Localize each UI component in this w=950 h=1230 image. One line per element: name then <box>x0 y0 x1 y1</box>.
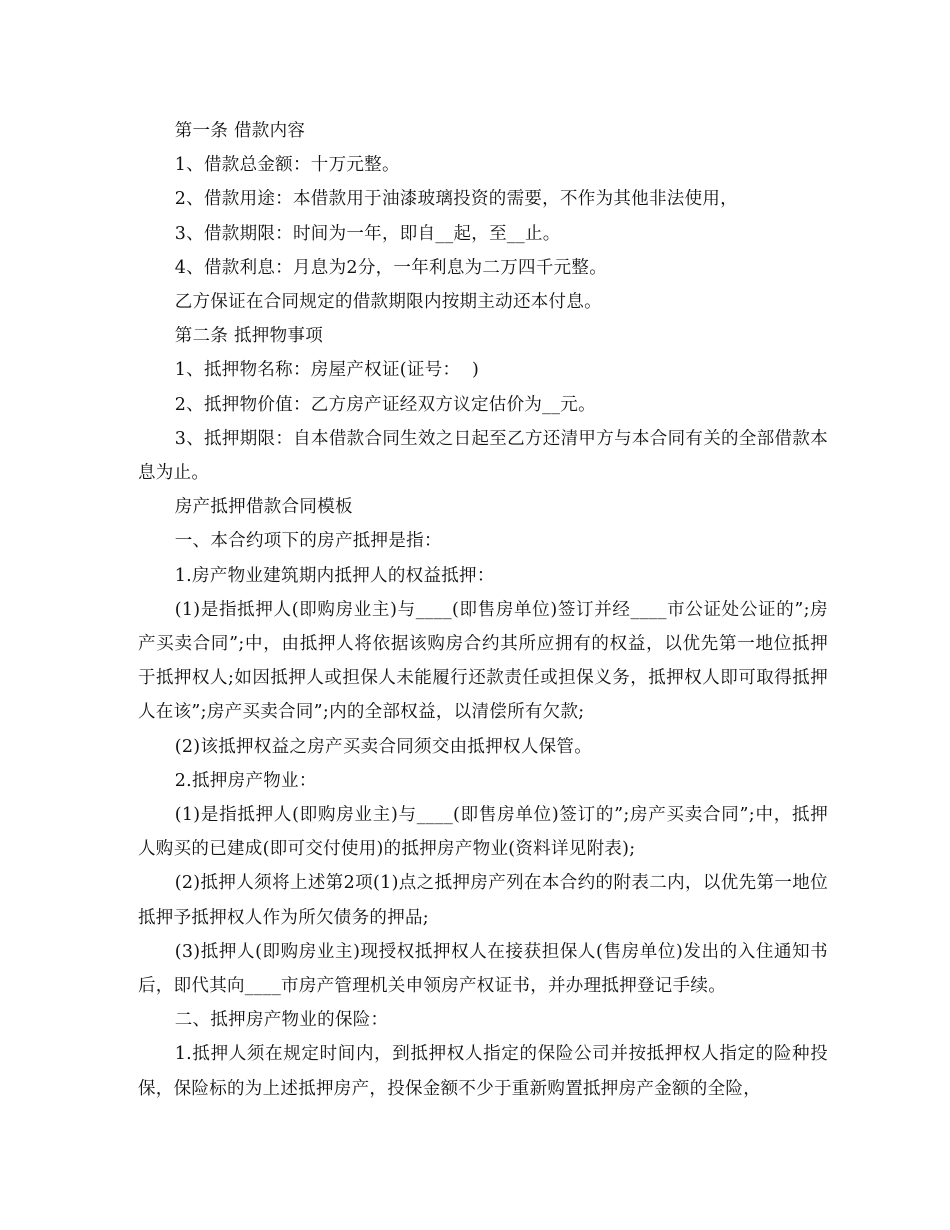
paragraph-2-1: 1.抵押人须在规定时间内，到抵押权人指定的保险公司并按抵押权人指定的险种投保，保险标的为上述抵押房产，投保金额不少于重新购置抵押房产金额的全险， <box>138 1044 828 1099</box>
paragraph-repayment-guarantee: 乙方保证在合同规定的借款期限内按期主动还本付息。 <box>174 292 602 313</box>
paragraph-mortgage-term: 3、抵押期限：自本借款合同生效之日起至乙方还清甲方与本合同有关的全部借款本息为止。 <box>138 428 828 484</box>
section-heading-article-2: 第二条 抵押物事项 <box>174 326 324 347</box>
paragraph-loan-purpose: 2、借款用途：本借款用于油漆玻璃投资的需要，不作为其他非法使用， <box>174 189 738 210</box>
document-body <box>138 114 828 1106</box>
paragraph-1-1-2: (2)该抵押权益之房产买卖合同须交由抵押权人保管。 <box>174 736 593 757</box>
paragraph-collateral-value: 2、抵押物价值：乙方房产证经双方议定估价为__元。 <box>174 394 596 415</box>
paragraph-collateral-name: 1、抵押物名称：房屋产权证(证号： ) <box>174 360 480 381</box>
section-heading-1: 一、本合约项下的房产抵押是指： <box>174 531 442 552</box>
paragraph-1-2-1: (1)是指抵押人(即购房业主)与____(即售房单位)签订的”;房产买卖合同”;中，抵押人购买的已建成(即可交付使用)的抵押房产物业(资料详见附表); <box>138 805 828 860</box>
document-subtitle: 房产抵押借款合同模板 <box>174 497 353 518</box>
subsection-heading-1-1: 1.房产物业建筑期内抵押人的权益抵押： <box>174 565 495 586</box>
paragraph-loan-term: 3、借款期限：时间为一年，即自__起，至__止。 <box>174 223 561 244</box>
paragraph-loan-amount: 1、借款总金额：十万元整。 <box>174 155 400 176</box>
section-heading-2: 二、抵押房产物业的保险： <box>174 1010 389 1031</box>
paragraph-1-2-3: (3)抵押人(即购房业主)现授权抵押权人在接获担保人(售房单位)发出的入住通知书后，即代其向____市房产管理机关申领房产权证书，并办理抵押登记手续。 <box>138 941 828 997</box>
paragraph-1-1-1: (1)是指抵押人(即购房业主)与____(即售房单位)签订并经____市公证处公证的”;房产买卖合同”;中，由抵押人将依据该购房合约其所应拥有的权益，以优先第一地位抵押于抵押权人;如因抵押人或担保人未能履行还款责任或担保义务，抵押权人即可取得抵押人在该”;房产买卖合同”;内的全部权益，以清偿所有欠款; <box>138 599 828 723</box>
paragraph-1-2-2: (2)抵押人须将上述第2项(1)点之抵押房产列在本合约的附表二内，以优先第一地位抵押予抵押权人作为所欠债务的押品; <box>138 873 828 928</box>
section-heading-article-1: 第一条 借款内容 <box>174 121 306 141</box>
subsection-heading-1-2: 2.抵押房产物业： <box>174 770 317 791</box>
paragraph-loan-interest: 4、借款利息：月息为2分，一年利息为二万四千元整。 <box>174 257 608 278</box>
